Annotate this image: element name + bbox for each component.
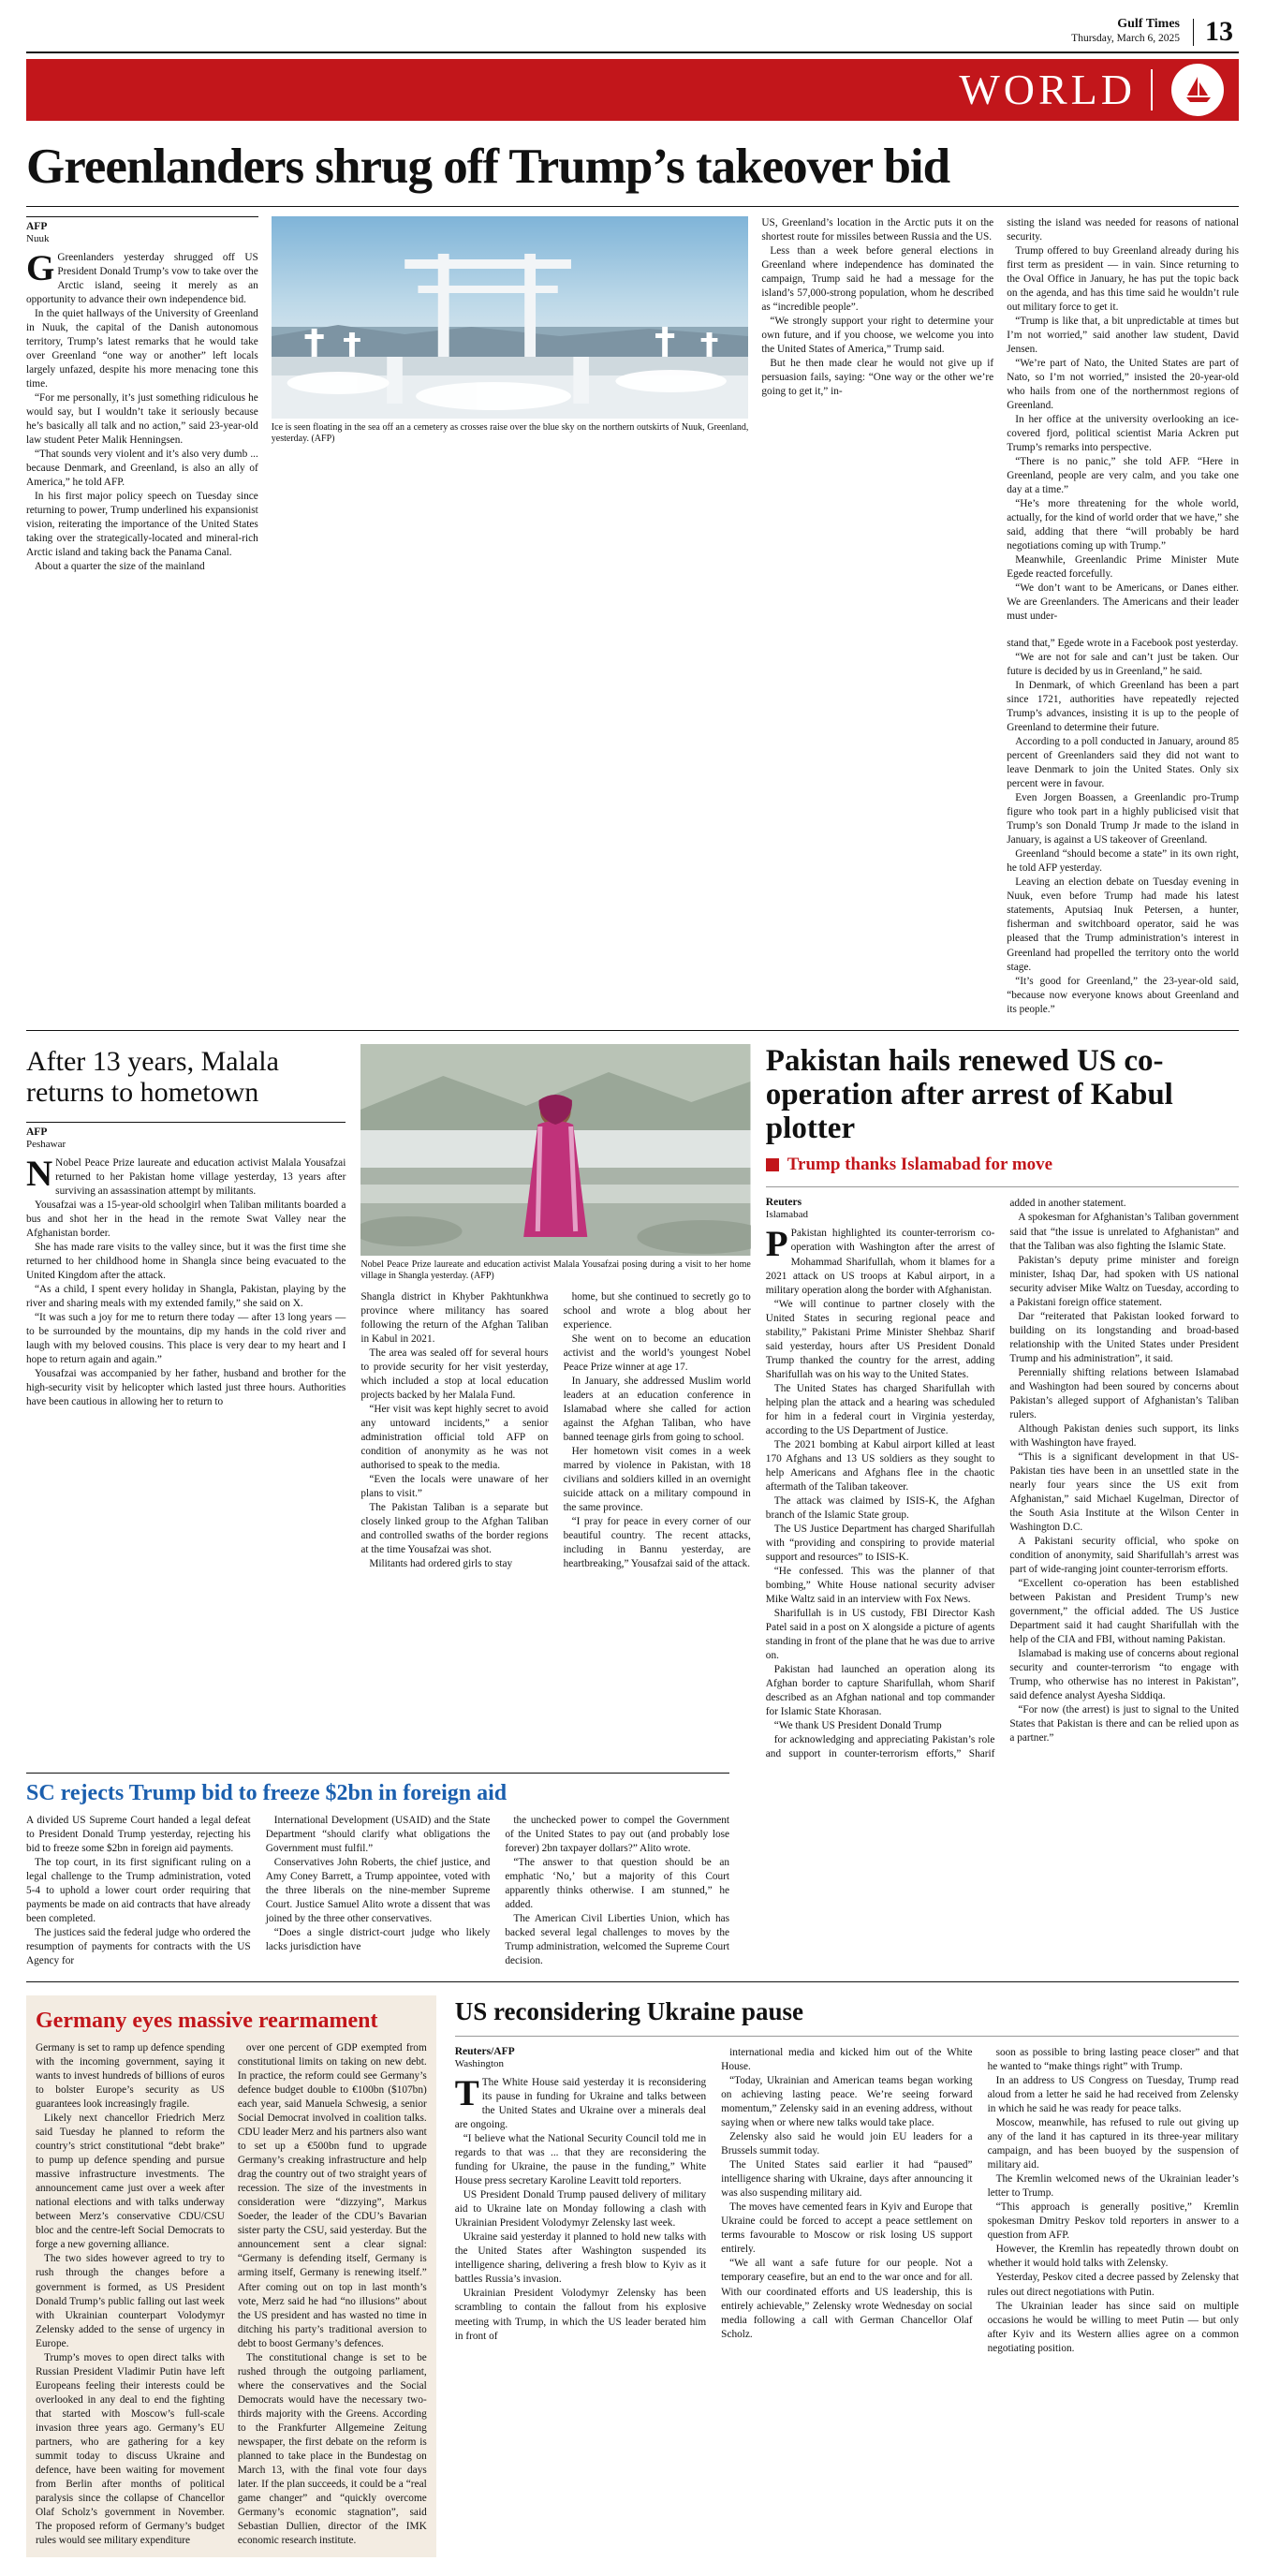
sc-aid-columns — [26, 1814, 729, 1968]
pakistan-paragraph: The United States has charged Sharifullah with helping plan the attack and a hearing was scheduled for him in a federal court in Virginia yesterday, according to the US Department of Justice. — [765, 1382, 995, 1436]
malala-photo-and-text — [360, 1044, 750, 1761]
ukraine-paragraph — [454, 2073, 707, 2132]
malala-byline-location: Peshawar — [26, 1138, 66, 1150]
lead-story-grid — [26, 216, 1239, 1017]
pakistan-paragraph: The US Justice Department has charged Sharifullah with “providing and conspiring to provide material support and resources” to ISIS-K. — [765, 1523, 995, 1563]
lead-paragraph-text: Greenlanders yesterday shrugged off US President Donald Trump’s vow to take over the Arctic island, seeing it merely as an opportunity to advance their own independence bid. — [26, 251, 258, 305]
malala-paragraph: She has made rare visits to the valley since, but it was the first time she returned to her childhood home in Shangla since being evacuated to the United Kingdom after the attack. — [26, 1241, 346, 1281]
ukraine-paragraph: Zelensky also said he would join EU leaders for a Brussels summit today. — [721, 2131, 973, 2157]
pakistan-paragraph: Although Pakistan denies such support, its links with Washington have frayed. — [1009, 1422, 1239, 1449]
headline-rule — [26, 206, 1239, 207]
malala-paragraph: home, but she continued to secretly go to school and wrote a blog about her experience. — [563, 1290, 751, 1331]
pakistan-paragraph — [765, 1224, 995, 1297]
sc-aid-paragraph: The top court, in its first significant ruling on a legal challenge to the Trump administration, voted 5-4 to uphold a lower court order requiring that payments be made on aid contracts that have already been completed. — [26, 1857, 251, 1925]
drop-cap: G — [26, 247, 55, 288]
lead-paragraph: In Denmark, of which Greenland has been a part since 1721, authorities have repeatedly rejected Trump’s advances, insisting it is up to the people of Greenland to determine their future. — [1007, 680, 1239, 734]
masthead-text — [1071, 17, 1180, 46]
lead-paragraph: Leaving an election debate on Tuesday evening in Nuuk, even before Trump had made his latest statements, Aputsiaq Inuk Petersen, a hunter, fisherman and switchboard operator, said he was pleased that the Trump administration’s interest in Greenland had propelled the territory onto the world stage. — [1007, 876, 1239, 973]
ukraine-paragraph-text: The White House said yesterday it is reconsidering its pause in funding for Ukraine and talks between the United States and Ukraine over a minerals deal are ongoing. — [454, 2077, 707, 2131]
sc-aid-story — [26, 1773, 729, 1968]
publication-title: Gulf Times — [1117, 17, 1180, 31]
lead-photo-caption: Ice is seen floating in the sea off an a cemetery as crosses raise over the blue sky on the northern outskirts of Nuuk, Greenland, yesterday. (AFP) — [271, 421, 749, 445]
pakistan-byline-location: Islamabad — [765, 1209, 808, 1221]
pakistan-paragraph: “Excellent co-operation has been established between Pakistan and President Trump’s new government,” the official added. The US Justice Department said it had caught Sharifullah with the help of the CIA and FBI, without naming Pakistan. — [1009, 1577, 1239, 1645]
germany-columns — [36, 2041, 427, 2548]
ukraine-headline: US reconsidering Ukraine pause — [454, 1997, 804, 2026]
masthead-right — [1071, 17, 1233, 46]
ukraine-paragraph: In an address to US Congress on Tuesday, Trump read aloud from a letter he said he had received from Zelensky in which he said he was ready for peace talks. — [987, 2075, 1239, 2115]
pakistan-rule — [766, 1186, 1239, 1187]
masthead — [26, 0, 1239, 53]
lead-paragraph: In the quiet hallways of the University of Greenland in Nuuk, the capital of the Danish autonomous territory, Trump’s latest remarks that he would take over Greenland “one way or another” left locals largely unfazed, despite his more menacing tone this time. — [26, 307, 258, 390]
lead-paragraph: “We don’t want to be Americans, or Danes either. We are Greenlanders. The Americans and their leader must under- — [1007, 582, 1239, 623]
pakistan-byline-agency: Reuters — [765, 1197, 802, 1209]
sc-aid-paragraph: The justices said the federal judge who ordered the resumption of payments for contracts with the US Agency for — [26, 1927, 251, 1967]
pakistan-paragraph: “He confessed. This was the planner of that bombing,” White House national security adviser Mike Waltz said in an interview with Fox News. — [765, 1565, 995, 1605]
sc-aid-paragraph: the unchecked power to compel the Government of the United States to pay out (and probably lose forever) 2bn taxpayer dollars?” Alito wrote. — [505, 1815, 730, 1855]
sc-aid-top-rule — [26, 1773, 729, 1774]
ukraine-paragraph: The Kremlin welcomed news of the Ukrainian leader’s letter to Trump. — [987, 2173, 1239, 2200]
sc-aid-paragraph: International Development (USAID) and the State Department “should clarify what obligations the Government must fulfil.” — [265, 1815, 491, 1855]
pakistan-paragraph: “For now (the arrest) is just to signal to the United States that Pakistan is there and can be relied upon as a partner.” — [1009, 1704, 1239, 1744]
ukraine-paragraph: The United States said earlier it had “paused” intelligence sharing with Ukraine, days after announcing it was also suspending military aid. — [721, 2159, 973, 2200]
sc-aid-paragraph: Conservatives John Roberts, the chief justice, and Amy Coney Barrett, a Trump appointee, voted with the three liberals on the nine-member Supreme Court. Justice Samuel Alito wrote a dissent that was joined by the three other conservatives. — [265, 1857, 491, 1925]
lead-paragraph: “It’s good for Greenland,” the 23-year-old said, “because now everyone knows about Greenland and its people.” — [1007, 975, 1239, 1015]
lead-paragraph: In his first major policy speech on Tuesday since returning to power, Trump underlined his expansionist vision, reiterating the importance of the United States taking over the strategically-located and mineral-rich Arctic island and taking back the Panama Canal. — [26, 490, 258, 559]
ukraine-paragraph: “This approach is generally positive,” Kremlin spokesman Dmitry Peskov told reporters in answer to a question from AFP. — [987, 2201, 1239, 2242]
ukraine-paragraph: soon as possible to bring lasting peace closer” and that he wanted to “make things right” with Trump. — [987, 2047, 1239, 2073]
lead-column-2 — [761, 216, 993, 624]
kicker-square-icon — [766, 1158, 779, 1171]
bottom-band — [26, 1995, 1239, 2557]
ukraine-story — [455, 1995, 1239, 2557]
ukraine-paragraph: “Today, Ukrainian and American teams began working on achieving lasting peace. We’re seeing forward momentum,” Zelensky said in an evening address, without saying when or where new talks would take place. — [721, 2075, 973, 2129]
lead-paragraph: “Trump is like that, a bit unpredictable at times but I’m not worried,” said another law student, David Jensen. — [1007, 315, 1239, 355]
malala-continued-columns — [360, 1290, 750, 1571]
ukraine-byline-agency: Reuters/AFP — [454, 2046, 515, 2058]
ukraine-paragraph: However, the Kremlin has repeatedly thrown doubt on whether it would hold talks with Zelensky. — [987, 2244, 1239, 2270]
lead-paragraph: “We strongly support your right to determine your own future, and if you choose, we welcome you into the United States of America,” Trump said. — [761, 315, 994, 355]
malala-paragraph: Yousafzai was accompanied by her father, husband and brother for the high-security visit by helicopter which lasted just three hours. Authorities have been cautious in allowing her to return to — [26, 1368, 346, 1408]
malala-paragraph-text: Nobel Peace Prize laureate and education activist Malala Yousafzai returned to her Pakistan home village yesterday, 13 years after surviving an assassination attempt by militants. — [55, 1156, 346, 1197]
drop-cap: P — [765, 1224, 788, 1265]
germany-paragraph: over one percent of GDP exempted from constitutional limits on taking on new debt. In practice, the reform could see Germany’s defence budget double to €100bn ($107bn) each year, said Manuela Schwesig, a senior Social Democrat involved in coalition talks. CDU leader Merz and his partners also want to set up a €500bn fund to upgrade Germany’s creaking infrastructure and help drag the country out of two straight years of recession. The size of the investments in consideration were “dizzying”, Markus Soeder, the leader of the CDU’s Bavarian sister party the CSU, said yesterday. But the announcement sent a clear signal: “Germany is defending itself, Germany is arming itself, Germany is renewing itself.” After coming out on top in last month’s vote, Merz said he had “no illusions” about the US president and has wasted no time in ditching his party’s traditional aversion to debt to boost Germany’s defences. — [237, 2042, 427, 2349]
ukraine-paragraph: international media and kicked him out of the White House. — [721, 2047, 973, 2073]
banner-divider — [1151, 69, 1153, 110]
pakistan-paragraph: The attack was claimed by ISIS-K, the Afghan branch of the Islamic State group. — [765, 1494, 995, 1521]
lead-column-1 — [26, 216, 258, 624]
lead-column-3 — [1007, 216, 1239, 624]
bottom-section-divider — [26, 1981, 1239, 1982]
lead-paragraph: “There is no panic,” she told AFP. “Here in Greenland, people are very calm, and you take one day at a time.” — [1007, 455, 1239, 495]
malala-byline-agency: AFP — [26, 1126, 48, 1138]
pakistan-paragraph: A spokesman for Afghanistan’s Taliban government said that “the issue is unrelated to Afghanistan” and that the Taliban was also fighting the Islamic State. — [1009, 1212, 1239, 1252]
lead-headline: Greenlanders shrug off Trump’s takeover bid — [26, 139, 950, 194]
dhow-boat-icon — [1171, 64, 1224, 116]
malala-paragraph: “Her visit was kept highly secret to avoid any untoward incidents,” a senior administration official told AFP on condition of anonymity as he was not authorised to speak to the media. — [360, 1403, 549, 1471]
section-divider — [26, 1030, 1239, 1031]
ukraine-paragraph: Moscow, meanwhile, has refused to rule out giving up any of the land it has captured in its three-year military campaign, and has been buoyed by the suspension of military aid. — [987, 2117, 1239, 2171]
sc-aid-paragraph: “The answer to that question should be an emphatic ‘No,’ but a majority of this Court apparently thinks otherwise. I am stunned,” he added. — [505, 1857, 730, 1911]
ukraine-byline-location: Washington — [454, 2058, 505, 2070]
lead-column-4 — [1007, 637, 1239, 1016]
ukraine-paragraph: “I believe what the National Security Council told me in regards to that was ... that they are reconsidering the funding for Ukraine, the pause in the funding,” White House press secretary Karoline Leavitt told reporters. — [454, 2133, 707, 2187]
lead-paragraph: “For me personally, it’s just something ridiculous he would say, but I wouldn’t take it seriously because he’s basically all talk and no action,” said 23-year-old law student Peter Malik Henningsen. — [26, 391, 258, 446]
lead-byline-block — [26, 216, 258, 244]
pakistan-paragraph: Pakistan’s deputy prime minister and foreign minister, Ishaq Dar, had spoken with US national security adviser Mike Waltz on Tuesday, according to a Pakistani foreign office statement. — [1009, 1254, 1239, 1308]
malala-paragraph: Militants had ordered girls to stay — [369, 1557, 513, 1569]
pakistan-story — [766, 1044, 1239, 1761]
pakistan-kicker — [766, 1155, 1239, 1175]
lead-byline-location: Nuuk — [26, 232, 50, 244]
page-number: 13 — [1193, 19, 1233, 46]
ukraine-paragraph: Ukrainian President Volodymyr Zelensky has been scrambling to contain the fallout from his explosive meeting with Trump, in which the US leader berated him in front of — [454, 2288, 707, 2342]
malala-paragraph: Her hometown visit comes in a week marred by violence in Pakistan, with 18 civilians and soldiers killed in an overnight suicide attack on a military compound in the same province. — [563, 1445, 751, 1513]
drop-cap: T — [454, 2073, 479, 2114]
pakistan-headline: Pakistan hails renewed US co-operation after arrest of Kabul plotter — [765, 1043, 1173, 1146]
malala-paragraph: “As a child, I spent every holiday in Shangla, Pakistan, playing by the river and sharing meals with my extended family,” she said on X. — [26, 1283, 346, 1309]
lead-paragraph: “That sounds very violent and it’s also very dumb ... because Denmark, and Greenland, is also an ally of America,” he told AFP. — [26, 448, 258, 488]
lead-paragraph: “He’s more threatening for the whole world, actually, for the kind of world order that we have,” she said, adding that there “will probably be hard negotiations coming up with Trump.” — [1007, 498, 1239, 552]
lead-photo — [272, 216, 749, 419]
malala-byline-block — [26, 1122, 346, 1150]
germany-story — [26, 1995, 436, 2557]
germany-headline: Germany eyes massive rearmament — [36, 2009, 378, 2034]
ukraine-columns — [455, 2046, 1239, 2355]
ukraine-paragraph: Ukraine said yesterday it planned to hold new talks with the United States after Washington suspended its intelligence sharing, delivering a fresh blow to Kyiv as it battles Russia’s invasion. — [454, 2231, 707, 2286]
pakistan-paragraph: A Pakistani security official, who spoke on condition of anonymity, said Sharifullah’s arrest was part of wide-ranging joint counter-terrorism efforts. — [1009, 1535, 1239, 1575]
ukraine-paragraph: The moves have cemented fears in Kyiv and Europe that Ukraine could be forced to accept a peace settlement on terms favourable to Moscow or risk losing US support entirely. — [721, 2201, 973, 2256]
drop-cap: N — [26, 1153, 53, 1194]
malala-photo — [360, 1044, 750, 1256]
pakistan-paragraph: for acknowledging and appreciating Pakistan’s role and support in counter-terrorism efforts,” Sharif added in another statement. — [765, 1198, 1126, 1760]
malala-headline: After 13 years, Malala returns to hometown — [26, 1045, 279, 1109]
malala-paragraph: “It was such a joy for me to return there today — after 13 long years — to be surrounded by the mountains, dip my hands in the cold river and laugh with my beloved cousins. This place is very dear to my heart and I hope to return again and again.” — [26, 1311, 346, 1365]
pakistan-paragraph: “We will continue to partner closely with the United States in securing regional peace and stability,” Pakistani Prime Minister Shehbaz Sharif said yesterday, hours after US President Donald Trump thanked the country for the arrest, adding Sharifullah was on his way to the United States. — [765, 1298, 995, 1380]
second-band — [26, 1044, 1239, 1761]
lead-figure — [272, 216, 749, 446]
malala-paragraph: “Even the locals were unaware of her plans to visit.” — [360, 1473, 549, 1499]
malala-paragraph: Yousafzai was a 15-year-old schoolgirl when Taliban militants boarded a bus and shot her in the head in the remote Swat Valley near the Afghanistan border. — [26, 1199, 346, 1239]
lead-paragraph: “We are not for sale and can’t just be taken. Our future is decided by us in Greenland,” he said. — [1007, 652, 1239, 678]
pakistan-paragraph: Dar “reiterated that Pakistan looked forward to building on its longstanding and broad-based relationship with the United States under President Trump and his administration”, it said. — [1009, 1310, 1239, 1364]
lead-paragraph: About a quarter the size of the mainland — [35, 561, 205, 573]
ukraine-paragraph: US President Donald Trump paused delivery of military aid to Ukraine late on Monday following a clash with Ukrainian President Volodymyr Zelensky last week. — [454, 2189, 707, 2230]
lead-paragraph: Trump offered to buy Greenland already during his first term as president — in vain. Since returning to the Oval Office in January, he has put the topic back on the agenda, and has this time said he wouldn’t rule out military force to get it. — [1007, 244, 1239, 313]
pakistan-paragraph: The 2021 bombing at Kabul airport killed at least 170 Afghans and 13 US soldiers as they sought to help Americans and Afghans flee in the chaotic aftermath of the Taliban takeover. — [765, 1438, 995, 1493]
pakistan-kicker-text: Trump thanks Islamabad for move — [787, 1155, 1053, 1175]
lead-paragraph: stand that,” Egede wrote in a Facebook post yesterday. — [1007, 638, 1239, 650]
lead-paragraph: Even Jorgen Boassen, a Greenlandic pro-Trump figure who took part in a highly publicised visit that Trump’s son Donald Trump Jr made to the island in January, is against a US takeover of Greenland. — [1007, 792, 1239, 846]
lead-paragraph: Meanwhile, Greenlandic Prime Minister Mute Egede reacted forcefully. — [1007, 554, 1239, 581]
germany-paragraph: The two sides however agreed to try to rush through the changes before a government is formed, as US President Donald Trump’s public falling out last week with Ukrainian counterpart Volodymyr Zelensky added to the sense of urgency in Europe. — [36, 2253, 225, 2349]
pakistan-paragraph: “We thank US President Donald Trump — [773, 1720, 942, 1732]
malala-story — [26, 1044, 346, 1761]
section-banner — [26, 59, 1239, 121]
malala-paragraph: In January, she addressed Muslim world leaders at an education conference in Islamabad where she called for action against the Afghan Taliban, who have banned teenage girls from going to school. — [563, 1375, 751, 1443]
lead-paragraph — [26, 247, 258, 307]
germany-paragraph: Likely next chancellor Friedrich Merz said Tuesday he planned to reform the country’s strict constitutional “debt brake” to pump up defence spending and pursue massive infrastructure investments. The announcement came just over a week after national elections and with talks underway between Merz’s conservative CDU/CSU bloc and the centre-left Social Democrats to forge a new governing alliance. — [36, 2112, 225, 2251]
pakistan-columns — [766, 1197, 1239, 1761]
malala-paragraph: She went on to become an education activist and the world’s youngest Nobel Peace Prize winner at age 17. — [563, 1332, 751, 1373]
malala-paragraph: Shangla district in Khyber Pakhtunkhwa province where militancy has soared following the return of the Afghan Taliban in Kabul in 2021. — [360, 1290, 549, 1345]
ukraine-paragraph: Yesterday, Peskov cited a decree passed by Zelensky that rules out direct negotiations with Putin. — [987, 2272, 1239, 2298]
pakistan-paragraph: Islamabad is making use of concerns about regional security and counter-terrorism “to engage with Trump, who otherwise has no interest in Pakistan”, said defence analyst Ayesha Siddiqa. — [1009, 1647, 1239, 1702]
ukraine-paragraph: “We all want a safe future for our people. Not a temporary ceasefire, but an end to the war once and for all. With our coordinated efforts and US leadership, this is entirely achievable,” Zelensky wrote Wednesday on social media following a call with German Chancellor Olaf Scholz. — [721, 2258, 973, 2340]
lead-photo-cell — [272, 216, 749, 624]
section-name: WORLD — [959, 66, 1136, 114]
publication-date: Thursday, March 6, 2025 — [1071, 32, 1180, 44]
malala-paragraph — [26, 1153, 346, 1199]
malala-paragraph: “I pray for peace in every corner of our beautiful country. The recent attacks, including in Bannu yesterday, are heartbreaking,” Yousafzai said of the attack. — [563, 1515, 751, 1569]
malala-photo-caption: Nobel Peace Prize laureate and education activist Malala Yousafzai posing during a visit to her home village in Shangla yesterday. (AFP) — [360, 1259, 751, 1282]
malala-figure — [360, 1044, 750, 1283]
lead-paragraph: But he then made clear he would not give up if persuasion fails, saying: “One way or the other we’re going to get it,” in- — [761, 357, 994, 397]
sc-aid-paragraph: A divided US Supreme Court handed a legal defeat to President Donald Trump yesterday, rejecting his bid to freeze some $2bn in foreign aid payments. — [26, 1815, 251, 1855]
malala-paragraph: The area was sealed off for several hours to provide security for her visit yesterday, which included a stop at local education projects backed by her Malala Fund. — [360, 1347, 549, 1401]
malala-paragraph: The Pakistan Taliban is a separate but closely linked group to the Afghan Taliban and controlled swaths of the border regions at the time Yousafzai was shot. — [360, 1501, 549, 1555]
pakistan-paragraph: Sharifullah is in US custody, FBI Director Kash Patel said in a post on X alongside a picture of agents standing in front of the plane that he was due to arrive on. — [765, 1607, 995, 1661]
lead-paragraph: Greenland “should become a state” in its own right, he told AFP yesterday. — [1007, 848, 1239, 875]
ukraine-rule — [455, 2036, 1239, 2037]
germany-paragraph: Trump’s moves to open direct talks with Russian President Vladimir Putin have left Europeans feeling their interests could be overlooked in any deal to end the fighting that started with Moscow’s full-scale invasion three years ago. Germany’s EU partners, who are gathering for a key summit today to discuss Ukraine and defence, have been waiting for movement from Berlin after months of political paralysis since the collapse of Chancellor Olaf Scholz’s government in November. The proposed reform of Germany’s budget rules would see military expenditure — [36, 2351, 225, 2546]
lead-paragraph: sisting the island was needed for reasons of national security. — [1007, 216, 1239, 243]
lead-paragraph: In her office at the university overlooking an ice-covered fjord, political scientist Maria Ackren put Trump’s remarks into perspective. — [1007, 413, 1239, 453]
pakistan-paragraph: Pakistan had launched an operation along its Afghan border to capture Sharifullah, whom Sharif described as an Afghan national and top commander for Islamic State Khorasan. — [765, 1663, 995, 1717]
pakistan-paragraph: “This is a significant development in that US-Pakistan ties have been in an unsettled state in the nearly four years since the US exit from Afghanistan,” said Michael Kugelman, Director of the South Asia Institute at the Wilson Center in Washington D.C. — [1009, 1450, 1239, 1533]
germany-paragraph: The constitutional change is set to be rushed through the outgoing parliament, where the conservatives and the Social Democrats would have the necessary two-thirds majority with the Greens. According to the Frankfurter Allgemeine Zeitung newspaper, the first debate on the reform is planned to take place in the Bundestag on March 13, with the final vote four days later. If the plan succeeds, it could be a “real game changer” and “quickly overcome Germany’s economic stagnation”, said Sebastian Dullien, director of the IMK economic research institute. — [237, 2351, 427, 2546]
sc-aid-paragraph: The American Civil Liberties Union, which has backed several legal challenges to moves by the Trump administration, welcomed the Supreme Court decision. — [505, 1913, 730, 1967]
ukraine-paragraph: The Ukrainian leader has since said on multiple occasions he would be willing to meet Putin — but only after Kyiv and its Western allies agree on a common negotiating position. — [987, 2300, 1239, 2354]
sc-aid-paragraph: “Does a single district-court judge who likely lacks jurisdiction have — [265, 1927, 491, 1953]
pakistan-paragraph: Perennially shifting relations between Islamabad and Washington had been soured by concerns about Pakistan’s alleged support of Afghanistan’s Taliban rulers. — [1009, 1366, 1239, 1420]
lead-paragraph: US, Greenland’s location in the Arctic puts it on the shortest route for missiles between Russia and the US. — [761, 216, 994, 243]
germany-paragraph: Germany is set to ramp up defence spending with the incoming government, saying it wants to invest hundreds of billions of euros to bolster Europe’s security as US guarantees look increasingly fragile. — [36, 2042, 225, 2111]
sc-aid-headline: SC rejects Trump bid to freeze $2bn in foreign aid — [26, 1781, 507, 1806]
lead-paragraph: According to a poll conducted in January, around 85 percent of Greenlanders said they did not want to leave Denmark to join the United States. Only six percent were in favour. — [1007, 736, 1239, 790]
lead-byline-agency: AFP — [26, 220, 48, 232]
lead-paragraph: “We’re part of Nato, the United States are part of Nato, so I’m not worried,” insisted the 20-year-old who hails from one of the northernmost regions of Greenland. — [1007, 357, 1239, 411]
pakistan-paragraph-text: Pakistan highlighted its counter-terrorism co-operation with Washington after the arrest of Mohammad Sharifullah, whom it blames for a 2021 attack on US troops at Kabul airport, in a military operation along the border with Afghanistan. — [765, 1228, 995, 1296]
lead-paragraph: Less than a week before general elections in Greenland where independence has dominated the campaign, Trump said he had a message for the island’s 57,000-strong population, whom he described as “incredible people”. — [761, 244, 994, 313]
